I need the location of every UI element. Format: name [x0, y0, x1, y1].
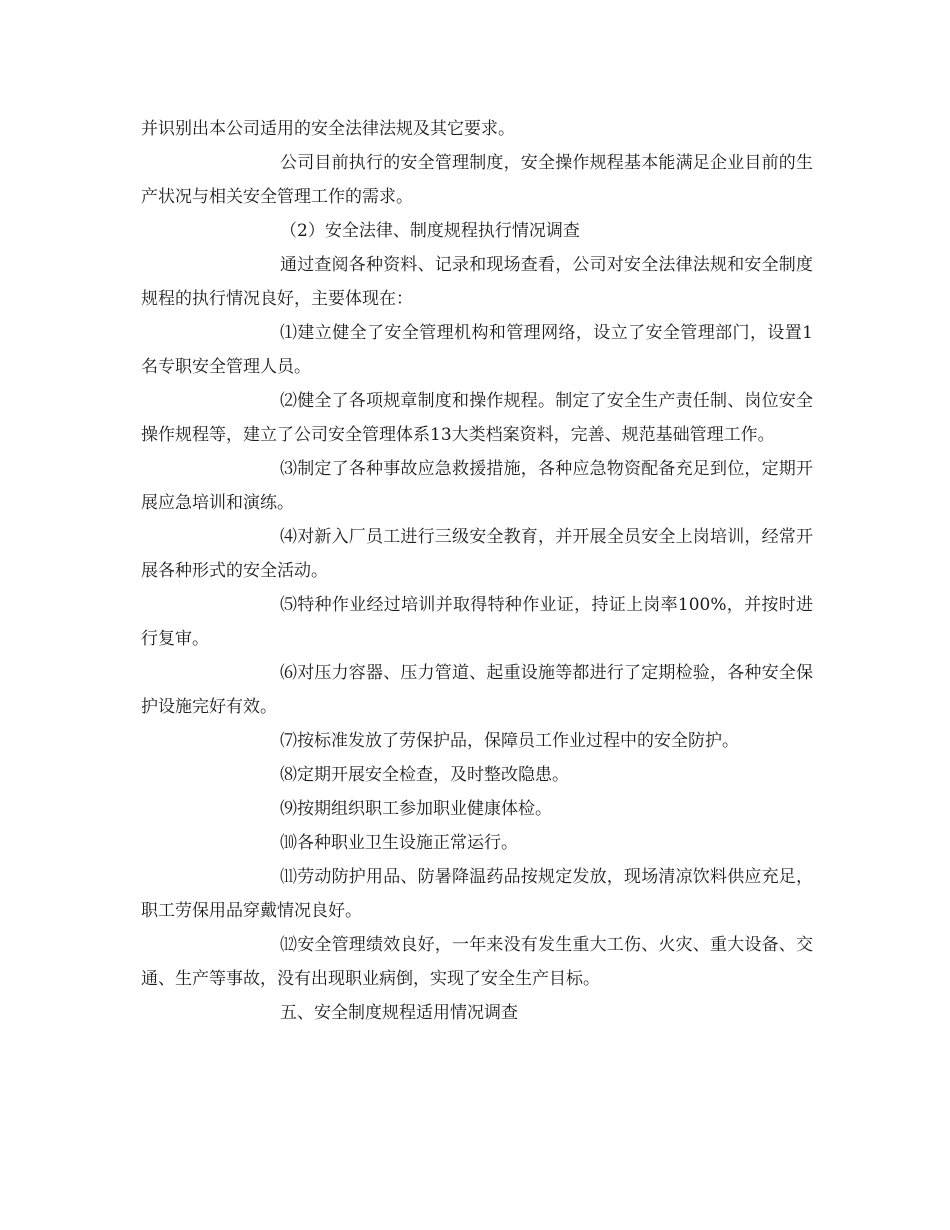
paragraph-0: 并识别出本公司适用的安全法律法规及其它要求。 [141, 119, 515, 139]
list-item-9: ⑼按期组织职工参加职业健康体检。 [280, 799, 552, 819]
section-heading-2: （2）安全法律、制度规程执行情况调查 [280, 221, 580, 241]
list-item-5: ⑸特种作业经过培训并取得特种作业证，持证上岗率100%，并按时进行复审。 [141, 595, 813, 649]
section-heading-5: 五、安全制度规程适用情况调查 [280, 1003, 518, 1023]
list-item-2: ⑵健全了各项规章制度和操作规程。制定了安全生产责任制、岗位安全操作规程等，建立了公司安全管理体系13大类档案资料，完善、规范基础管理工作。 [141, 391, 813, 445]
list-item-4: ⑷对新入厂员工进行三级安全教育，并开展全员安全上岗培训，经常开展各种形式的安全活动。 [141, 527, 813, 581]
list-item-11: ⑾劳动防护用品、防暑降温药品按规定发放，现场清凉饮料供应充足，职工劳保用品穿戴情况良好。 [141, 867, 813, 921]
list-item-7: ⑺按标准发放了劳保护品，保障员工作业过程中的安全防护。 [280, 731, 739, 751]
list-item-10: ⑽各种职业卫生设施正常运行。 [280, 833, 518, 853]
list-item-12: ⑿安全管理绩效良好，一年来没有发生重大工伤、火灾、重大设备、交通、生产等事故，没有出现职业病倒，实现了安全生产目标。 [141, 935, 813, 989]
list-item-3: ⑶制定了各种事故应急救援措施，各种应急物资配备充足到位，定期开展应急培训和演练。 [141, 459, 813, 513]
list-item-8: ⑻定期开展安全检查，及时整改隐患。 [280, 765, 569, 785]
document-body [141, 112, 813, 1030]
paragraph-3: 通过查阅各种资料、记录和现场查看，公司对安全法律法规和安全制度规程的执行情况良好，主要体现在： [141, 255, 813, 309]
list-item-1: ⑴建立健全了安全管理机构和管理网络，设立了安全管理部门，设置1名专职安全管理人员。 [141, 323, 813, 377]
list-item-6: ⑹对压力容器、压力管道、起重设施等都进行了定期检验，各种安全保护设施完好有效。 [141, 663, 813, 717]
paragraph-1: 公司目前执行的安全管理制度，安全操作规程基本能满足企业目前的生产状况与相关安全管理工作的需求。 [141, 153, 813, 207]
